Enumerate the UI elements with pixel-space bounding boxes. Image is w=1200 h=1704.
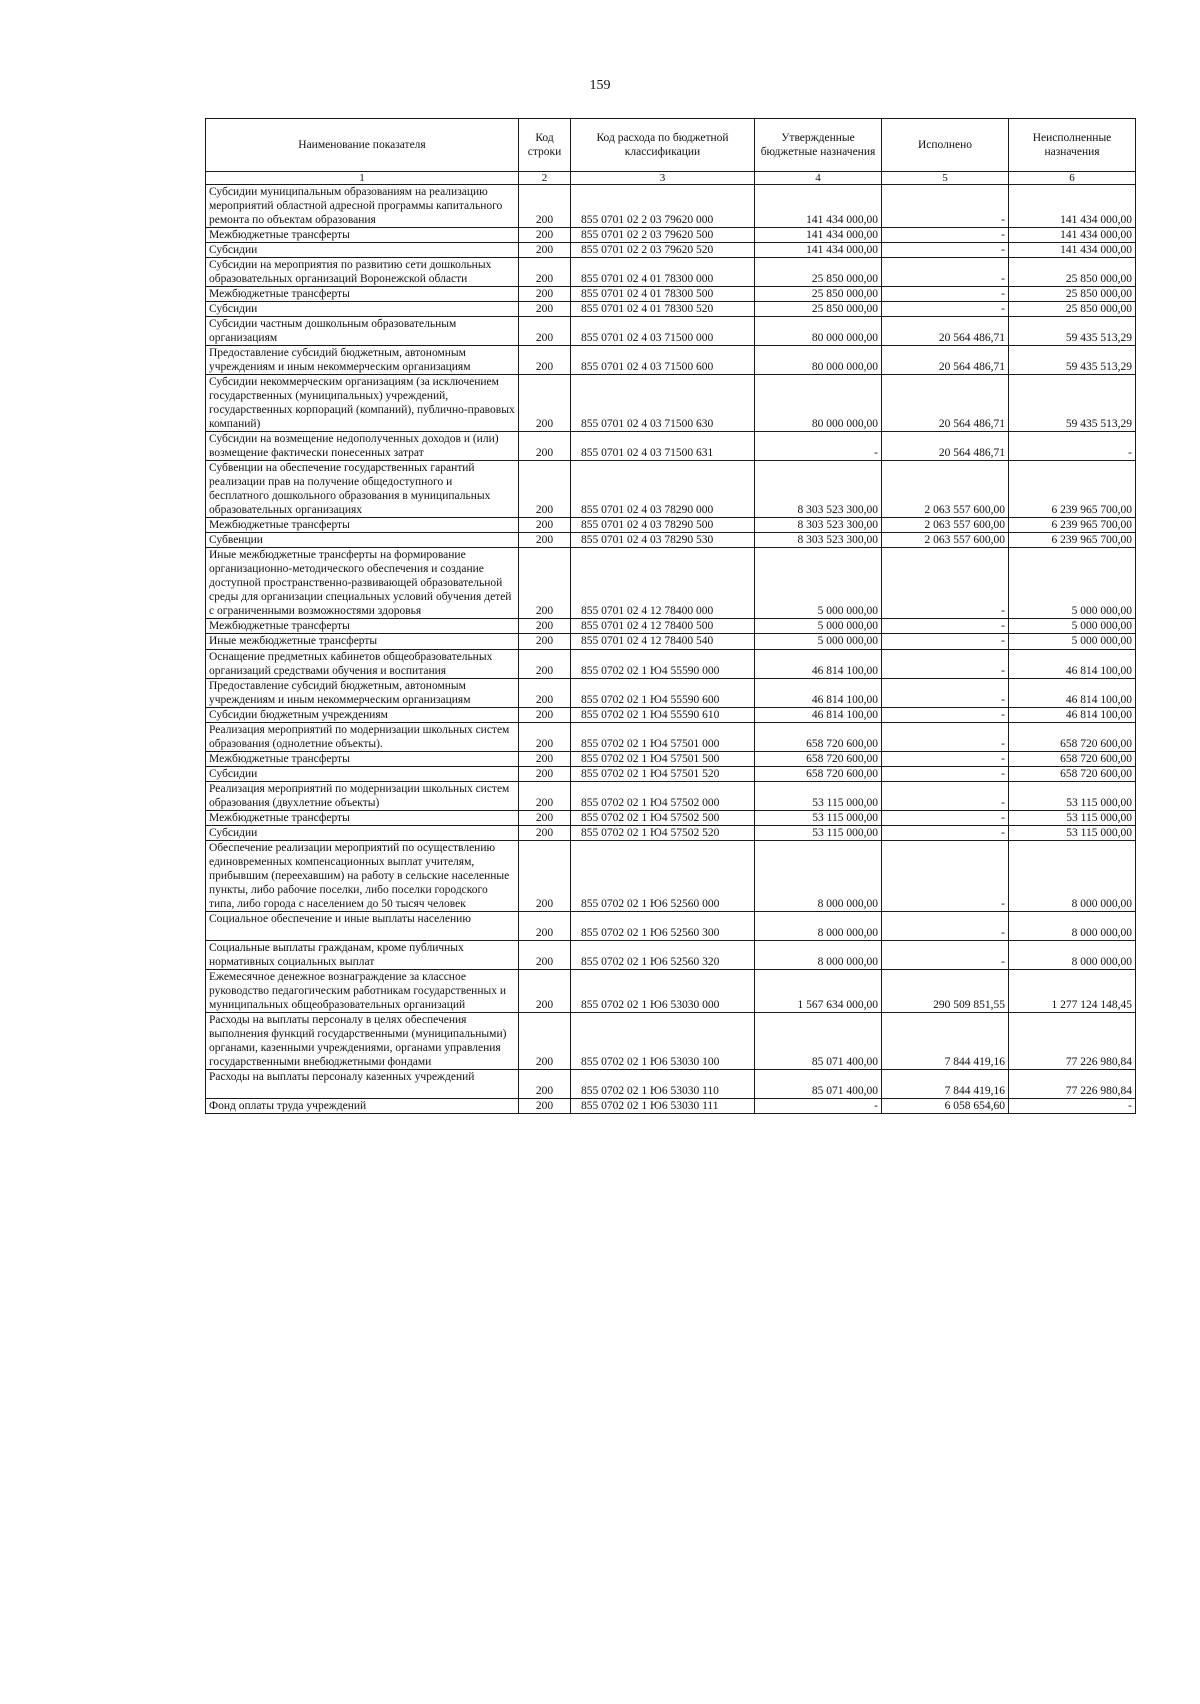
- row-executed: -: [882, 722, 1009, 751]
- row-line-code: 200: [519, 840, 571, 911]
- row-executed: -: [882, 810, 1009, 825]
- row-approved: 141 434 000,00: [755, 228, 882, 243]
- row-unexecuted: 59 435 513,29: [1009, 375, 1136, 432]
- row-unexecuted: 25 850 000,00: [1009, 287, 1136, 302]
- row-name: Расходы на выплаты персоналу в целях обеспечения выполнения функций государственными (муниципальными) органами, казенными учреждениями, органами управления государственными внебюджетными фондами: [206, 1012, 519, 1069]
- table-row: [206, 461, 1136, 518]
- row-budget-code: 855 0702 02 1 Ю6 53030 000: [571, 969, 755, 1012]
- row-budget-code: 855 0701 02 4 01 78300 520: [571, 302, 755, 317]
- row-approved: 8 303 523 300,00: [755, 518, 882, 533]
- row-line-code: 200: [519, 707, 571, 722]
- row-budget-code: 855 0702 02 1 Ю6 52560 320: [571, 940, 755, 969]
- row-line-code: 200: [519, 751, 571, 766]
- row-line-code: 200: [519, 940, 571, 969]
- row-unexecuted: 6 239 965 700,00: [1009, 461, 1136, 518]
- row-unexecuted: 658 720 600,00: [1009, 751, 1136, 766]
- row-name: Субвенции: [206, 533, 519, 548]
- row-approved: 8 303 523 300,00: [755, 533, 882, 548]
- row-executed: 7 844 419,16: [882, 1012, 1009, 1069]
- row-executed: -: [882, 840, 1009, 911]
- row-approved: 46 814 100,00: [755, 678, 882, 707]
- row-line-code: 200: [519, 1069, 571, 1098]
- header-executed: Исполнено: [882, 119, 1009, 172]
- column-number: 6: [1009, 172, 1136, 185]
- table-body: [206, 185, 1136, 1114]
- row-unexecuted: 141 434 000,00: [1009, 185, 1136, 228]
- row-name: Иные межбюджетные трансферты на формирование организационно-методического обеспечения и создание доступной пространственно-развивающей образовательной среды для организации специальных условий обучения детей с ограниченными возможностями здоровья: [206, 548, 519, 619]
- row-line-code: 200: [519, 634, 571, 649]
- row-unexecuted: 77 226 980,84: [1009, 1069, 1136, 1098]
- row-executed: -: [882, 751, 1009, 766]
- row-unexecuted: 5 000 000,00: [1009, 634, 1136, 649]
- table-row: [206, 825, 1136, 840]
- table-row: [206, 722, 1136, 751]
- row-name: Межбюджетные трансферты: [206, 619, 519, 634]
- row-budget-code: 855 0701 02 4 01 78300 500: [571, 287, 755, 302]
- row-budget-code: 855 0701 02 4 03 78290 000: [571, 461, 755, 518]
- table-row: [206, 302, 1136, 317]
- row-unexecuted: 25 850 000,00: [1009, 302, 1136, 317]
- budget-execution-table: [205, 118, 1136, 1114]
- table-row: [206, 258, 1136, 287]
- row-line-code: 200: [519, 548, 571, 619]
- header-row: [206, 119, 1136, 172]
- row-unexecuted: 46 814 100,00: [1009, 649, 1136, 678]
- table-row: [206, 766, 1136, 781]
- row-unexecuted: 59 435 513,29: [1009, 317, 1136, 346]
- table-row: [206, 1012, 1136, 1069]
- table-row: [206, 940, 1136, 969]
- row-approved: 25 850 000,00: [755, 258, 882, 287]
- row-approved: 53 115 000,00: [755, 825, 882, 840]
- row-executed: -: [882, 649, 1009, 678]
- row-name: Фонд оплаты труда учреждений: [206, 1098, 519, 1113]
- row-line-code: 200: [519, 722, 571, 751]
- row-approved: 8 000 000,00: [755, 840, 882, 911]
- row-approved: 85 071 400,00: [755, 1012, 882, 1069]
- row-approved: 46 814 100,00: [755, 649, 882, 678]
- row-executed: 20 564 486,71: [882, 346, 1009, 375]
- row-approved: 53 115 000,00: [755, 781, 882, 810]
- row-line-code: 200: [519, 317, 571, 346]
- row-line-code: 200: [519, 346, 571, 375]
- column-number: 2: [519, 172, 571, 185]
- table-row: [206, 707, 1136, 722]
- row-name: Субсидии: [206, 302, 519, 317]
- row-executed: -: [882, 781, 1009, 810]
- row-budget-code: 855 0702 02 1 Ю4 55590 000: [571, 649, 755, 678]
- row-executed: -: [882, 911, 1009, 940]
- row-unexecuted: 8 000 000,00: [1009, 911, 1136, 940]
- row-executed: -: [882, 678, 1009, 707]
- row-line-code: 200: [519, 1098, 571, 1113]
- row-executed: -: [882, 228, 1009, 243]
- row-name: Иные межбюджетные трансферты: [206, 634, 519, 649]
- row-executed: -: [882, 634, 1009, 649]
- row-name: Социальное обеспечение и иные выплаты населению: [206, 911, 519, 940]
- row-unexecuted: 8 000 000,00: [1009, 940, 1136, 969]
- row-budget-code: 855 0702 02 1 Ю6 52560 300: [571, 911, 755, 940]
- row-executed: 6 058 654,60: [882, 1098, 1009, 1113]
- table-row: [206, 287, 1136, 302]
- column-number: 3: [571, 172, 755, 185]
- row-approved: 53 115 000,00: [755, 810, 882, 825]
- row-line-code: 200: [519, 287, 571, 302]
- row-unexecuted: 25 850 000,00: [1009, 258, 1136, 287]
- row-name: Межбюджетные трансферты: [206, 518, 519, 533]
- row-name: Субсидии на мероприятия по развитию сети дошкольных образовательных организаций Воронежской области: [206, 258, 519, 287]
- row-budget-code: 855 0702 02 1 Ю4 55590 610: [571, 707, 755, 722]
- row-approved: 80 000 000,00: [755, 317, 882, 346]
- row-executed: -: [882, 302, 1009, 317]
- row-budget-code: 855 0702 02 1 Ю6 53030 111: [571, 1098, 755, 1113]
- row-approved: 8 000 000,00: [755, 911, 882, 940]
- row-budget-code: 855 0701 02 4 12 78400 000: [571, 548, 755, 619]
- row-budget-code: 855 0701 02 4 12 78400 540: [571, 634, 755, 649]
- row-budget-code: 855 0701 02 2 03 79620 520: [571, 243, 755, 258]
- row-name: Межбюджетные трансферты: [206, 810, 519, 825]
- column-number: 1: [206, 172, 519, 185]
- row-budget-code: 855 0702 02 1 Ю6 52560 000: [571, 840, 755, 911]
- row-approved: -: [755, 432, 882, 461]
- header-line-code: Код строки: [519, 119, 571, 172]
- row-line-code: 200: [519, 911, 571, 940]
- table-row: [206, 432, 1136, 461]
- row-unexecuted: 658 720 600,00: [1009, 722, 1136, 751]
- table-row: [206, 228, 1136, 243]
- row-approved: 5 000 000,00: [755, 634, 882, 649]
- row-approved: 80 000 000,00: [755, 375, 882, 432]
- row-name: Субсидии: [206, 243, 519, 258]
- row-unexecuted: 53 115 000,00: [1009, 781, 1136, 810]
- row-budget-code: 855 0702 02 1 Ю4 57501 520: [571, 766, 755, 781]
- row-name: Реализация мероприятий по модернизации школьных систем образования (однолетние объекты).: [206, 722, 519, 751]
- row-name: Субсидии: [206, 766, 519, 781]
- row-line-code: 200: [519, 825, 571, 840]
- row-line-code: 200: [519, 375, 571, 432]
- row-name: Субсидии муниципальным образованиям на реализацию мероприятий областной адресной программы капитального ремонта по объектам образования: [206, 185, 519, 228]
- row-executed: -: [882, 619, 1009, 634]
- table-row: [206, 781, 1136, 810]
- row-unexecuted: 658 720 600,00: [1009, 766, 1136, 781]
- table-row: [206, 634, 1136, 649]
- table-row: [206, 751, 1136, 766]
- row-name: Межбюджетные трансферты: [206, 751, 519, 766]
- header-indicator-name: Наименование показателя: [206, 119, 519, 172]
- row-approved: 80 000 000,00: [755, 346, 882, 375]
- row-name: Межбюджетные трансферты: [206, 228, 519, 243]
- row-unexecuted: 59 435 513,29: [1009, 346, 1136, 375]
- row-name: Субсидии некоммерческим организациям (за исключением государственных (муниципальных) учреждений, государственных корпораций (компаний), публично-правовых компаний): [206, 375, 519, 432]
- row-unexecuted: 53 115 000,00: [1009, 810, 1136, 825]
- row-executed: -: [882, 185, 1009, 228]
- row-line-code: 200: [519, 461, 571, 518]
- table-row: [206, 317, 1136, 346]
- row-name: Межбюджетные трансферты: [206, 287, 519, 302]
- row-approved: 25 850 000,00: [755, 302, 882, 317]
- row-approved: 8 303 523 300,00: [755, 461, 882, 518]
- row-executed: 20 564 486,71: [882, 375, 1009, 432]
- row-budget-code: 855 0701 02 4 01 78300 000: [571, 258, 755, 287]
- header-unexecuted: Неисполненные назначения: [1009, 119, 1136, 172]
- row-budget-code: 855 0701 02 4 03 71500 630: [571, 375, 755, 432]
- row-approved: 85 071 400,00: [755, 1069, 882, 1098]
- header-approved: Утвержденные бюджетные назначения: [755, 119, 882, 172]
- row-executed: -: [882, 825, 1009, 840]
- row-line-code: 200: [519, 533, 571, 548]
- row-unexecuted: 141 434 000,00: [1009, 243, 1136, 258]
- row-approved: 658 720 600,00: [755, 751, 882, 766]
- row-executed: 2 063 557 600,00: [882, 461, 1009, 518]
- row-executed: -: [882, 243, 1009, 258]
- row-executed: -: [882, 548, 1009, 619]
- row-line-code: 200: [519, 678, 571, 707]
- row-budget-code: 855 0702 02 1 Ю4 57502 000: [571, 781, 755, 810]
- row-unexecuted: 5 000 000,00: [1009, 548, 1136, 619]
- table-row: [206, 375, 1136, 432]
- row-line-code: 200: [519, 619, 571, 634]
- row-line-code: 200: [519, 781, 571, 810]
- row-executed: 2 063 557 600,00: [882, 533, 1009, 548]
- row-name: Субсидии бюджетным учреждениям: [206, 707, 519, 722]
- row-executed: -: [882, 766, 1009, 781]
- table-row: [206, 548, 1136, 619]
- row-executed: 290 509 851,55: [882, 969, 1009, 1012]
- table-row: [206, 243, 1136, 258]
- table-row: [206, 1098, 1136, 1113]
- table-row: [206, 911, 1136, 940]
- row-name: Реализация мероприятий по модернизации школьных систем образования (двухлетние объекты): [206, 781, 519, 810]
- row-line-code: 200: [519, 810, 571, 825]
- row-name: Предоставление субсидий бюджетным, автономным учреждениям и иным некоммерческим организациям: [206, 678, 519, 707]
- row-executed: -: [882, 707, 1009, 722]
- row-executed: 20 564 486,71: [882, 317, 1009, 346]
- row-approved: 5 000 000,00: [755, 548, 882, 619]
- row-executed: -: [882, 940, 1009, 969]
- column-number: 4: [755, 172, 882, 185]
- table-row: [206, 185, 1136, 228]
- row-name: Предоставление субсидий бюджетным, автономным учреждениям и иным некоммерческим организациям: [206, 346, 519, 375]
- row-line-code: 200: [519, 243, 571, 258]
- row-line-code: 200: [519, 432, 571, 461]
- row-name: Ежемесячное денежное вознаграждение за классное руководство педагогическим работникам государственных и муниципальных общеобразовательных организаций: [206, 969, 519, 1012]
- row-approved: 25 850 000,00: [755, 287, 882, 302]
- row-approved: 46 814 100,00: [755, 707, 882, 722]
- row-budget-code: 855 0702 02 1 Ю6 53030 100: [571, 1012, 755, 1069]
- table-row: [206, 810, 1136, 825]
- row-budget-code: 855 0701 02 4 03 71500 000: [571, 317, 755, 346]
- row-unexecuted: 6 239 965 700,00: [1009, 533, 1136, 548]
- row-budget-code: 855 0702 02 1 Ю4 57501 500: [571, 751, 755, 766]
- table-row: [206, 619, 1136, 634]
- row-line-code: 200: [519, 518, 571, 533]
- row-budget-code: 855 0702 02 1 Ю4 57502 520: [571, 825, 755, 840]
- row-line-code: 200: [519, 258, 571, 287]
- row-unexecuted: 77 226 980,84: [1009, 1012, 1136, 1069]
- row-approved: 5 000 000,00: [755, 619, 882, 634]
- row-name: Обеспечение реализации мероприятий по осуществлению единовременных компенсационных выплат учителям, прибывшим (переехавшим) на работу в сельские населенные пункты, либо рабочие поселки, либо поселки городского типа, либо города с населением до 50 тысяч человек: [206, 840, 519, 911]
- row-name: Субсидии на возмещение недополученных доходов и (или) возмещение фактически понесенных затрат: [206, 432, 519, 461]
- row-budget-code: 855 0701 02 4 03 78290 500: [571, 518, 755, 533]
- row-line-code: 200: [519, 1012, 571, 1069]
- header-budget-code: Код расхода по бюджетной классификации: [571, 119, 755, 172]
- row-executed: 20 564 486,71: [882, 432, 1009, 461]
- row-budget-code: 855 0701 02 4 03 71500 631: [571, 432, 755, 461]
- table-row: [206, 969, 1136, 1012]
- row-name: Субсидии: [206, 825, 519, 840]
- table-row: [206, 840, 1136, 911]
- row-unexecuted: -: [1009, 1098, 1136, 1113]
- row-line-code: 200: [519, 185, 571, 228]
- row-executed: -: [882, 258, 1009, 287]
- row-budget-code: 855 0702 02 1 Ю6 53030 110: [571, 1069, 755, 1098]
- row-budget-code: 855 0701 02 4 03 71500 600: [571, 346, 755, 375]
- row-approved: 141 434 000,00: [755, 185, 882, 228]
- table-row: [206, 649, 1136, 678]
- row-unexecuted: -: [1009, 432, 1136, 461]
- row-name: Субвенции на обеспечение государственных гарантий реализации прав на получение общедоступного и бесплатного дошкольного образования в муниципальных образовательных организациях: [206, 461, 519, 518]
- row-unexecuted: 46 814 100,00: [1009, 707, 1136, 722]
- row-unexecuted: 53 115 000,00: [1009, 825, 1136, 840]
- row-executed: -: [882, 287, 1009, 302]
- row-unexecuted: 5 000 000,00: [1009, 619, 1136, 634]
- table-row: [206, 678, 1136, 707]
- row-budget-code: 855 0701 02 2 03 79620 500: [571, 228, 755, 243]
- row-budget-code: 855 0701 02 2 03 79620 000: [571, 185, 755, 228]
- row-approved: 658 720 600,00: [755, 766, 882, 781]
- row-approved: 8 000 000,00: [755, 940, 882, 969]
- row-name: Субсидии частным дошкольным образовательным организациям: [206, 317, 519, 346]
- column-number-row: [206, 172, 1136, 185]
- row-approved: 1 567 634 000,00: [755, 969, 882, 1012]
- row-approved: 658 720 600,00: [755, 722, 882, 751]
- row-executed: 2 063 557 600,00: [882, 518, 1009, 533]
- row-line-code: 200: [519, 649, 571, 678]
- row-name: Социальные выплаты гражданам, кроме публичных нормативных социальных выплат: [206, 940, 519, 969]
- table-row: [206, 346, 1136, 375]
- row-unexecuted: 141 434 000,00: [1009, 228, 1136, 243]
- row-line-code: 200: [519, 766, 571, 781]
- row-unexecuted: 1 277 124 148,45: [1009, 969, 1136, 1012]
- row-name: Расходы на выплаты персоналу казенных учреждений: [206, 1069, 519, 1098]
- row-budget-code: 855 0702 02 1 Ю4 55590 600: [571, 678, 755, 707]
- row-budget-code: 855 0702 02 1 Ю4 57501 000: [571, 722, 755, 751]
- row-line-code: 200: [519, 228, 571, 243]
- row-unexecuted: 46 814 100,00: [1009, 678, 1136, 707]
- row-line-code: 200: [519, 969, 571, 1012]
- table-row: [206, 518, 1136, 533]
- row-budget-code: 855 0702 02 1 Ю4 57502 500: [571, 810, 755, 825]
- row-unexecuted: 8 000 000,00: [1009, 840, 1136, 911]
- row-line-code: 200: [519, 302, 571, 317]
- row-unexecuted: 6 239 965 700,00: [1009, 518, 1136, 533]
- column-number: 5: [882, 172, 1009, 185]
- row-budget-code: 855 0701 02 4 12 78400 500: [571, 619, 755, 634]
- table-row: [206, 533, 1136, 548]
- row-name: Оснащение предметных кабинетов общеобразовательных организаций средствами обучения и воспитания: [206, 649, 519, 678]
- table-row: [206, 1069, 1136, 1098]
- row-approved: -: [755, 1098, 882, 1113]
- row-executed: 7 844 419,16: [882, 1069, 1009, 1098]
- row-budget-code: 855 0701 02 4 03 78290 530: [571, 533, 755, 548]
- page-number: 159: [589, 78, 611, 93]
- row-approved: 141 434 000,00: [755, 243, 882, 258]
